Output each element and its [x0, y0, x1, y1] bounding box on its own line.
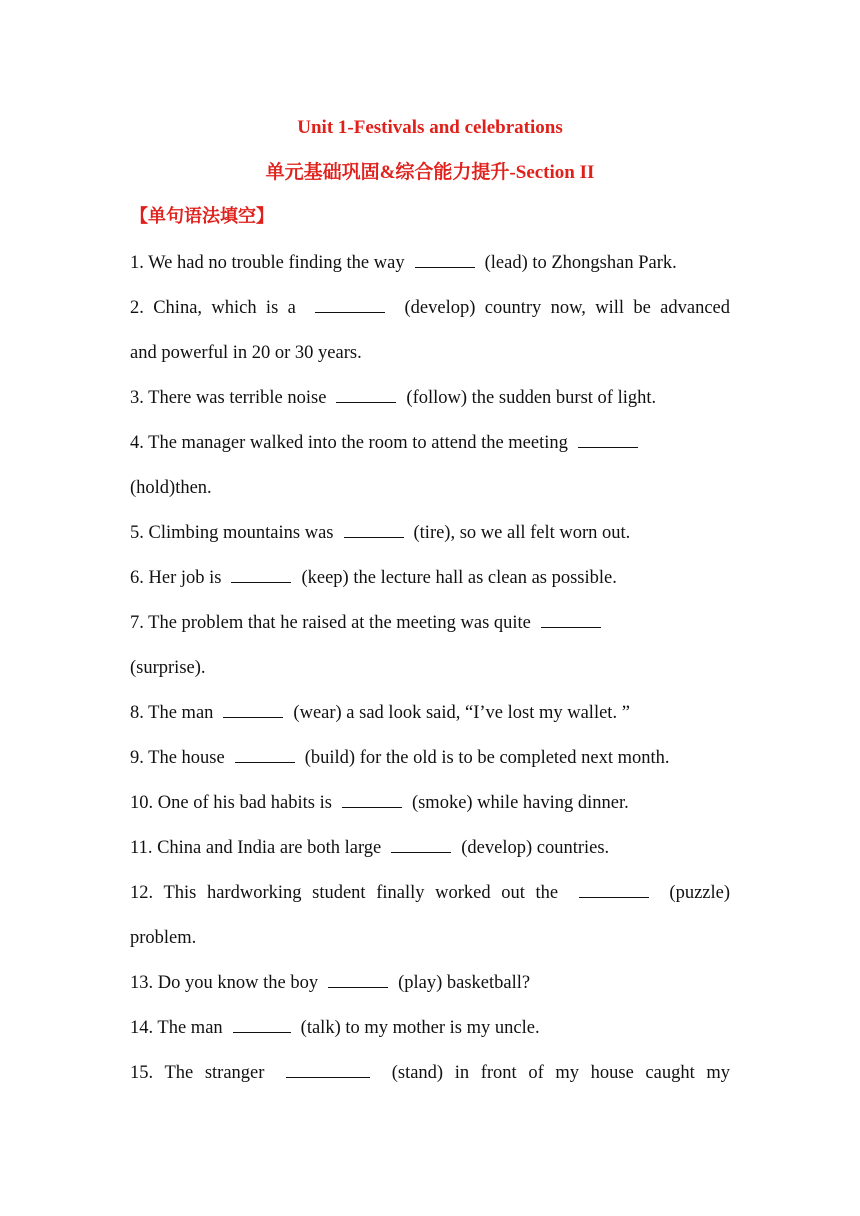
question-text: We had no trouble finding the way: [148, 253, 405, 273]
answer-blank[interactable]: [286, 1063, 370, 1078]
question-10: [130, 791, 730, 815]
question-14: [130, 1016, 730, 1040]
question-13: [130, 971, 730, 995]
answer-blank[interactable]: [579, 883, 649, 898]
answer-blank[interactable]: [578, 433, 638, 448]
question-number: 8.: [130, 703, 144, 723]
question-4: [130, 431, 730, 455]
question-text: This hardworking student finally worked out the: [163, 883, 559, 903]
question-7: [130, 611, 730, 635]
question-number: 15.: [130, 1063, 154, 1083]
document-title: Unit 1-Festivals and celebrations: [297, 117, 563, 138]
question-hint: (wear) a sad look said, “I’ve lost my wallet. ”: [293, 703, 630, 723]
question-11: [130, 836, 730, 860]
question-text: The stranger: [164, 1063, 265, 1083]
question-number: 9.: [130, 748, 144, 768]
question-number: 13.: [130, 973, 154, 993]
answer-blank[interactable]: [231, 568, 291, 583]
question-8: [130, 701, 730, 725]
question-hint: (tire), so we all felt worn out.: [413, 523, 631, 543]
question-number: 2.: [130, 298, 144, 318]
question-text: The man: [157, 1018, 223, 1038]
question-number: 4.: [130, 433, 144, 453]
answer-blank[interactable]: [233, 1018, 291, 1033]
question-6: [130, 566, 730, 590]
answer-blank[interactable]: [344, 523, 404, 538]
question-text: One of his bad habits is: [157, 793, 332, 813]
question-4-continuation: (hold)then.: [130, 478, 212, 498]
question-hint: (smoke) while having dinner.: [411, 793, 629, 813]
question-number: 7.: [130, 613, 144, 633]
question-hint: (keep) the lecture hall as clean as possible.: [301, 568, 617, 588]
question-3: [130, 386, 730, 410]
answer-blank[interactable]: [415, 253, 475, 268]
question-5: [130, 521, 730, 545]
question-number: 14.: [130, 1018, 154, 1038]
question-text: The house: [148, 748, 225, 768]
question-text: China and India are both large: [157, 838, 382, 858]
answer-blank[interactable]: [336, 388, 396, 403]
question-number: 12.: [130, 883, 154, 903]
question-text: The problem that he raised at the meeting was quite: [148, 613, 531, 633]
document-subtitle: 单元基础巩固&综合能力提升-Section II: [265, 162, 595, 183]
question-text: Do you know the boy: [157, 973, 319, 993]
answer-blank[interactable]: [315, 298, 385, 313]
question-9: [130, 746, 730, 770]
answer-blank[interactable]: [391, 838, 451, 853]
question-number: 3.: [130, 388, 144, 408]
answer-blank[interactable]: [328, 973, 388, 988]
question-15: [130, 1061, 730, 1085]
question-hint: (play) basketball?: [398, 973, 531, 993]
question-number: 1.: [130, 253, 144, 273]
question-2-continuation: and powerful in 20 or 30 years.: [130, 343, 362, 363]
question-hint: (follow) the sudden burst of light.: [406, 388, 657, 408]
question-12-continuation: problem.: [130, 928, 197, 948]
answer-blank[interactable]: [541, 613, 601, 628]
question-hint: (build) for the old is to be completed next month.: [304, 748, 670, 768]
question-text: Her job is: [148, 568, 222, 588]
question-number: 11.: [130, 838, 153, 858]
question-12: [130, 881, 730, 905]
question-hint: (stand) in front of my house caught my: [391, 1063, 731, 1083]
section-heading: 【单句语法填空】: [130, 206, 274, 227]
question-hint: (develop) countries.: [461, 838, 610, 858]
question-text: The manager walked into the room to attend the meeting: [148, 433, 568, 453]
answer-blank[interactable]: [342, 793, 402, 808]
question-number: 6.: [130, 568, 144, 588]
question-text: Climbing mountains was: [148, 523, 334, 543]
answer-blank[interactable]: [235, 748, 295, 763]
question-text: There was terrible noise: [148, 388, 327, 408]
question-7-continuation: (surprise).: [130, 658, 206, 678]
answer-blank[interactable]: [223, 703, 283, 718]
question-text: The man: [148, 703, 214, 723]
question-2: [130, 296, 730, 320]
question-1: [130, 251, 730, 275]
question-number: 10.: [130, 793, 154, 813]
question-number: 5.: [130, 523, 144, 543]
question-hint: (lead) to Zhongshan Park.: [484, 253, 677, 273]
question-hint: (develop) country now, will be advanced: [404, 298, 730, 318]
question-hint: (talk) to my mother is my uncle.: [300, 1018, 540, 1038]
question-text: China, which is a: [153, 298, 296, 318]
question-hint: (puzzle): [669, 883, 731, 903]
